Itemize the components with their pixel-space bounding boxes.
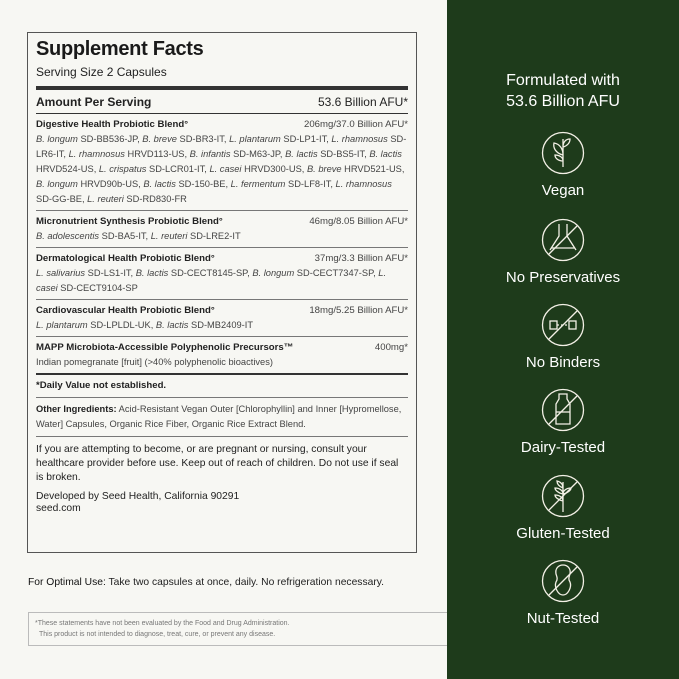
blend-header [36, 303, 408, 318]
blend-header [36, 251, 408, 266]
blend-amount: 400mg* [374, 342, 408, 353]
blend-row [36, 248, 408, 300]
blend-amount: 18mg/5.25 Billion AFU* [309, 305, 408, 316]
feature-label: No Preservatives [505, 269, 621, 286]
feature-label: Dairy-Tested [520, 439, 606, 456]
other-ingredients [36, 398, 408, 437]
blend-detail: B. adolescentis SD-BA5-IT, L. reuteri SD-LRE2-IT [36, 231, 241, 241]
feature-label: Gluten-Tested [516, 525, 610, 542]
feature-label: Nut-Tested [526, 610, 600, 627]
no-preservatives-icon [541, 218, 585, 262]
milk-bottle-icon [541, 388, 585, 432]
formulated-title-line-2: 53.6 Billion AFU [506, 93, 620, 110]
optimal-use-label: For Optimal Use: [28, 577, 106, 588]
blend-header [36, 117, 408, 132]
blend-row [36, 300, 408, 337]
website-text: seed.com [36, 503, 81, 514]
developer-text: Developed by Seed Health, California 90291 [36, 491, 240, 502]
other-ingredients-text: Acid-Resistant Vegan Outer [Chlorophyllin] and Inner [Hypromellose, Water] Capsules, Organic Rice Fiber, Organic Rice Extract Blend. [36, 404, 402, 429]
blend-name: Digestive Health Probiotic Blend° [36, 119, 189, 130]
warning-text: If you are attempting to become, or are pregnant or nursing, consult your healthcare provider before use. Keep out of reach of children. Do not use if seal is broken. [36, 444, 399, 483]
feature-gluten-tested [447, 474, 679, 542]
blend-detail: L. salivarius SD-LS1-IT, B. lactis SD-CECT8145-SP, B. longum SD-CECT7347-SP, L. casei SD-CECT9104-SP [36, 268, 387, 293]
supplement-facts-panel [27, 32, 417, 553]
amount-label: Amount Per Serving [36, 95, 152, 109]
blend-name: Cardiovascular Health Probiotic Blend° [36, 305, 215, 316]
formulated-title [447, 70, 679, 112]
optimal-use-text: Take two capsules at once, daily. No refrigeration necessary. [108, 577, 384, 588]
feature-nut-tested [447, 559, 679, 627]
daily-value-note: *Daily Value not established. [36, 375, 408, 398]
blend-amount: 37mg/3.3 Billion AFU* [314, 253, 408, 264]
facts-title: Supplement Facts [36, 38, 204, 60]
blend-name: Dermatological Health Probiotic Blend° [36, 253, 215, 264]
other-ingredients-label: Other Ingredients: [36, 404, 117, 414]
amount-value: 53.6 Billion AFU* [317, 95, 408, 109]
blend-detail: Indian pomegranate [fruit] (>40% polyphenolic bioactives) [36, 357, 273, 367]
blend-amount: 46mg/8.05 Billion AFU* [309, 216, 408, 227]
blend-header [36, 214, 408, 229]
disclaimer-line-1: *These statements have not been evaluated by the Food and Drug Administration. [35, 620, 290, 627]
feature-no-preservatives [447, 218, 679, 286]
blend-detail: B. longum SD-BB536-JP, B. breve SD-BR3-IT, L. plantarum SD-LP1-IT, L. rhamnosus SD-LR6-IT, L. rhamnosus HRVD113-US, B. infantis SD-M63-JP, B. lactis SD-BS5-IT, B. lactis HRVD524-US, L. crispatus SD-LCR01-IT, L. casei HRVD300-US, B. breve HRVD521-US, B. longum HRVD90b-US, B. lactis SD-150-BE, L. fermentum SD-LF8-IT, L. rhamnosus SD-GG-BE, L. reuteri SD-RD830-FR [36, 134, 407, 204]
leaf-icon [541, 131, 585, 175]
blend-detail: L. plantarum SD-LPLDL-UK, B. lactis SD-MB2409-IT [36, 320, 254, 330]
optimal-use [28, 577, 384, 588]
wheat-icon [541, 474, 585, 518]
feature-label: Vegan [541, 182, 585, 199]
right-panel [447, 0, 679, 679]
feature-label: No Binders [525, 354, 601, 371]
feature-vegan [447, 131, 679, 199]
disclaimer-line-2: This product is not intended to diagnose, treat, cure, or prevent any disease. [39, 631, 276, 638]
feature-no-binders [447, 303, 679, 371]
blend-name: MAPP Microbiota-Accessible Polyphenolic Precursors™ [36, 342, 294, 353]
blend-amount: 206mg/37.0 Billion AFU* [304, 119, 408, 130]
blend-row [36, 337, 408, 375]
serving-size: Serving Size 2 Capsules [36, 65, 408, 90]
blend-name: Micronutrient Synthesis Probiotic Blend° [36, 216, 223, 227]
no-binders-icon [541, 303, 585, 347]
blend-row [36, 211, 408, 248]
fda-disclaimer [28, 612, 447, 646]
formulated-title-line-1: Formulated with [506, 72, 620, 89]
amount-per-serving [36, 90, 408, 114]
feature-dairy-tested [447, 388, 679, 456]
blend-row [36, 114, 408, 211]
blend-header [36, 340, 408, 355]
peanut-icon [541, 559, 585, 603]
